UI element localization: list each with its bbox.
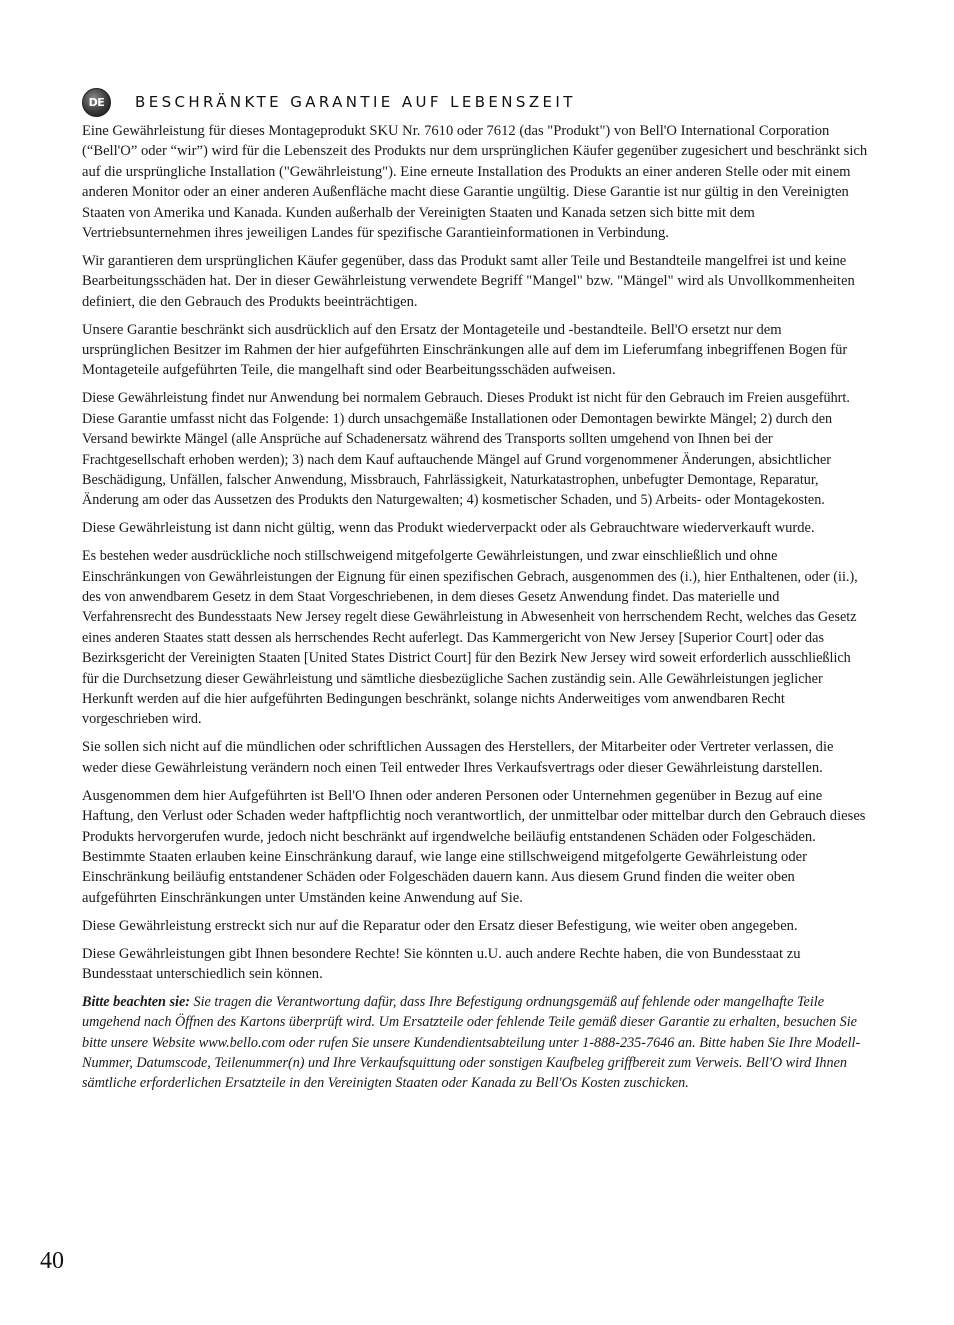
note-paragraph bbox=[82, 992, 868, 1094]
paragraph-7: Sie sollen sich nicht auf die mündlichen oder schriftlichen Aussagen des Herstellers, der Mitarbeiter oder Vertreter verlassen, die weder diese Gewährleistung verändern noch einen Teil entweder Ihres Verkaufsvertrags oder dieser Gewährleistung darstellen. bbox=[82, 739, 834, 776]
paragraph-10: Diese Gewährleistungen gibt Ihnen besondere Rechte! Sie könnten u.U. auch andere Rechte haben, die von Bundesstaat zu Bundesstaat unterschiedlich sein können. bbox=[82, 945, 801, 982]
paragraph-9: Diese Gewährleistung erstreckt sich nur auf die Reparatur oder den Ersatz dieser Befestigung, wie weiter oben angegeben. bbox=[82, 917, 798, 934]
note-label: Bitte beachten sie: bbox=[82, 993, 190, 1010]
language-badge-label: DE bbox=[88, 95, 105, 109]
paragraph-6: Es bestehen weder ausdrückliche noch stillschweigend mitgefolgerte Gewährleistungen, und zwar einschließlich und ohne Einschränkungen von Gewährleistungen der Eignung für einen spezifischen Gebrach, ausgenommen des (i.), hier Enthaltenen, oder (ii.), des von anwendbarem Gesetz in dem Staat Vorgeschriebenen, in dem dieses Gesetz Anwendung findet. Das materielle und Verfahrensrecht des Bundesstaats New Jersey regelt diese Gewährleistung in Abwesenheit von herrschendem Recht, welches das Gesetz eines anderen Staates statt dessen als herrschendes Recht auferlegt. Das Kammergericht von New Jersey [Superior Court] oder das Bezirksgericht der Vereinigten Staaten [United States District Court] für den Bezirk New Jersey wird soweit erforderlich ausschließlich für die Durchsetzung dieser Gewährleistung und sämtliche diesbezügliche Sachen zuständig sein. Alle Gewährleistungen jeglicher Herkunft werden auf die hier aufgeführten Bedingungen beschränkt, solange nichts Anderweitiges vom anwendbaren Recht vorgeschrieben wird. bbox=[82, 548, 858, 728]
paragraph-1: Eine Gewährleistung für dieses Montageprodukt SKU Nr. 7610 oder 7612 (das "Produkt") von Bell'O International Corporation (“Bell'O” oder “wir”) wird für die Lebenszeit des Produkts nur dem ursprünglichen Käufer gegenüber zugesichert und beschränkt sich auf die ursprüngliche Installation ("Gewährleistung"). Eine erneute Installation des Produkts an einer anderen Stelle oder mit einem anderen Monitor oder an einer anderen Außenfläche macht diese Garantie ungültig. Diese Garantie ist nur gültig in den Vereinigten Staaten von Amerika und Kanada. Kunden außerhalb der Vereinigten Staaten und Kanada setzen sich bitte mit dem Vertriebsunternehmen ihres jeweiligen Landes für spezifische Garantieinformationen in Verbindung. bbox=[82, 123, 868, 242]
section-header bbox=[82, 88, 576, 116]
section-title: BESCHRÄNKTE GARANTIE AUF LEBENSZEIT bbox=[135, 93, 576, 111]
language-badge-icon bbox=[82, 88, 111, 117]
paragraph-8: Ausgenommen dem hier Aufgeführten ist Bell'O Ihnen oder anderen Personen oder Unternehmen gegenüber in Bezug auf eine Haftung, den Verlust oder Schaden weder haftpflichtig noch verantwortlich, der unmittelbar oder mittelbar durch den Gebrauch dieses Produkts hervorgerufen wurde, jedoch nicht beschränkt auf irgendwelche beiläufig entstandenen Schäden oder Folgeschäden. Bestimmte Staaten erlauben keine Einschränkung darauf, wie lange eine stillschweigend mitgefolgerte Gewährleistung oder Einschränkung beiläufig entstandener Schäden oder Folgeschäden dauern kann. Aus diesem Grund finden die weiter oben aufgeführten Einschränkungen unter Umständen keine Anwendung auf Sie. bbox=[82, 787, 866, 906]
paragraph-3: Unsere Garantie beschränkt sich ausdrücklich auf den Ersatz der Montageteile und -bestandteile. Bell'O ersetzt nur dem ursprünglichen Besitzer im Rahmen der hier aufgeführten Einschränkungen alle auf dem im Lieferumfang inbegriffenen Bogen für Montageteile aufgeführten Teile, die mangelhaft sind oder Bearbeitungsschäden aufweisen. bbox=[82, 321, 848, 379]
paragraph-5: Diese Gewährleistung ist dann nicht gültig, wenn das Produkt wiederverpackt oder als Gebrauchtware wiederverkauft wurde. bbox=[82, 520, 815, 537]
paragraph-2: Wir garantieren dem ursprünglichen Käufer gegenüber, dass das Produkt samt aller Teile und Bestandteile mangelfrei ist und keine Bearbeitungsschäden hat. Der in dieser Gewährleistung verwendete Begriff "Mangel" bzw. "Mängel" wird als Unvollkommenheiten definiert, die den Gebrauch des Produkts beeinträchtigen. bbox=[82, 252, 855, 310]
warranty-body bbox=[82, 121, 868, 1101]
page-number: 40 bbox=[40, 1248, 64, 1274]
note-text: Sie tragen die Verantwortung dafür, dass Ihre Befestigung ordnungsgemäß auf fehlende oder mangelhafte Teile umgehend nach Öffnen des Kartons überprüft wird. Um Ersatzteile oder fehlende Teile gemäß dieser Garantie zu erhalten, besuchen Sie bitte unsere Website www.bello.com oder rufen Sie unsere Kundendientsabteilung unter 1-888-235-7646 an. Bitte haben Sie Ihre Modell-Nummer, Datumscode, Teilenummer(n) und Ihre Verkaufsquittung oder sonstigen Kaufbeleg griffbereit zum Verweis. Bell'O wird Ihnen sämtliche erforderlichen Ersatzteile in den Vereinigten Staaten oder Kanada zu Bell'Os Kosten zuschicken. bbox=[82, 993, 861, 1092]
paragraph-4: Diese Gewährleistung findet nur Anwendung bei normalem Gebrauch. Dieses Produkt ist nicht für den Gebrauch im Freien ausgeführt. Diese Garantie umfasst nicht das Folgende: 1) durch unsachgemäße Installationen oder Demontagen bewirkte Mängel; 2) durch den Versand bewirkte Mängel (alle Ansprüche auf Schadenersatz während des Transports sollten umgehend von Ihnen bei der Frachtgesellschaft erhoben werden); 3) nach dem Kauf auftauchende Mängel auf Grund vorgenommener Änderungen, absichtlicher Beschädigung, Unfällen, falscher Anwendung, Missbrauch, Fahrlässigkeit, Naturkatastrophen, unbefugter Demontage, Reparatur, Änderung am oder das Aussetzen des Produkts den Naturgewalten; 4) kosmetischer Schaden, und 5) Arbeits- oder Montagekosten. bbox=[82, 390, 850, 509]
